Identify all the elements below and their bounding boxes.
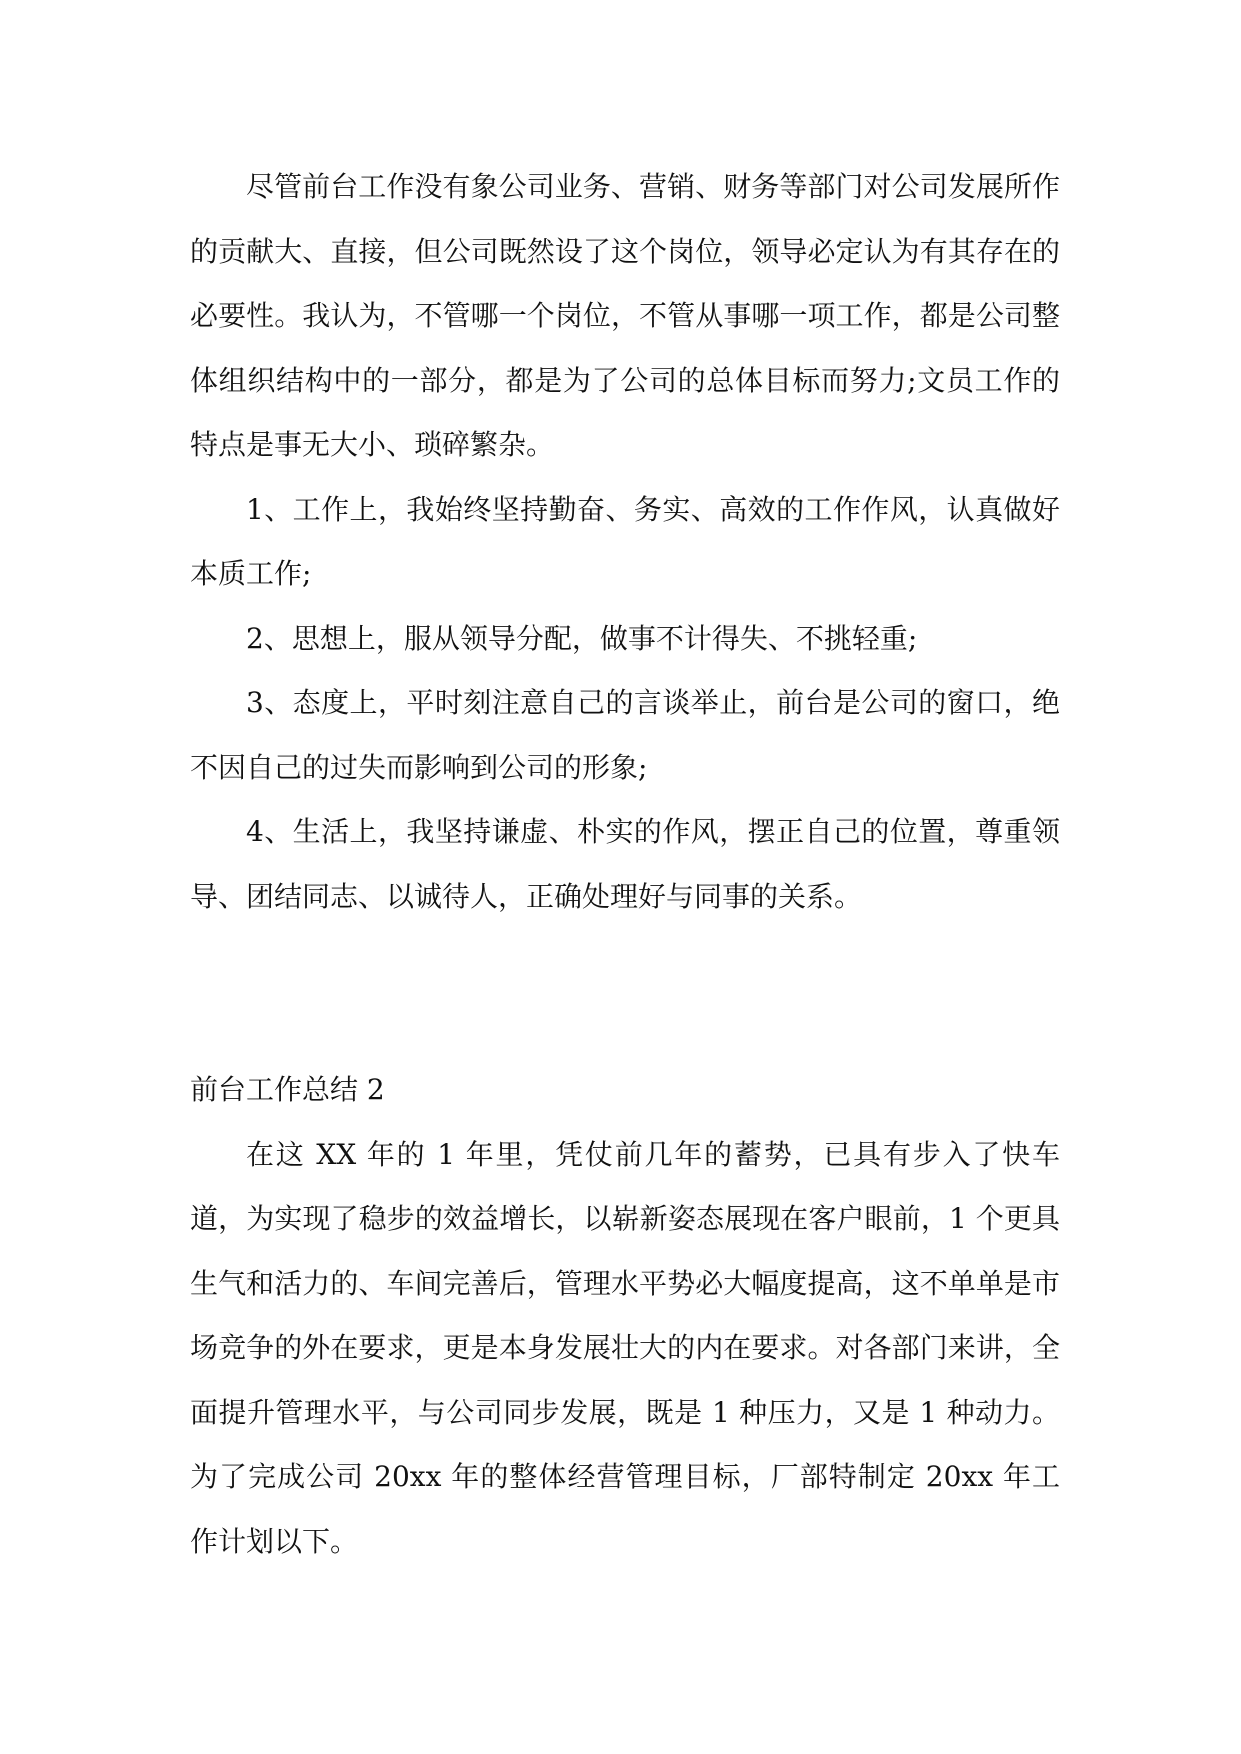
section1-item-4: 4、生活上，我坚持谦虚、朴实的作风，摆正自己的位置，尊重领导、团结同志、以诚待人，正确处理好与同事的关系。: [190, 815, 1060, 913]
section1-item-1: 1、工作上，我始终坚持勤奋、务实、高效的工作作风，认真做好本质工作;: [190, 492, 1060, 590]
section-spacer: [190, 929, 1060, 1058]
section1-item-3: 3、态度上，平时刻注意自己的言谈举止，前台是公司的窗口，绝不因自己的过失而影响到公司的形象;: [190, 686, 1060, 784]
section2-heading: 前台工作总结 2: [190, 1073, 385, 1106]
section1-intro-paragraph: 尽管前台工作没有象公司业务、营销、财务等部门对公司发展所作的贡献大、直接，但公司既然设了这个岗位，领导必定认为有其存在的必要性。我认为，不管哪一个岗位，不管从事哪一项工作，都是公司整体组织结构中的一部分，都是为了公司的总体目标而努力;文员工作的特点是事无大小、琐碎繁杂。: [190, 170, 1060, 461]
document-body: [190, 155, 1060, 1574]
section1-item-2: 2、思想上，服从领导分配，做事不计得失、不挑轻重;: [246, 621, 918, 655]
section2-body-paragraph: 在这 XX 年的 1 年里，凭仗前几年的蓄势，已具有步入了快车道，为实现了稳步的效益增长，以崭新姿态展现在客户眼前，1 个更具生气和活力的、车间完善后，管理水平势必大幅度提高，这不单单是市场竞争的外在要求，更是本身发展壮大的内在要求。对各部门来讲，全面提升管理水平，与公司同步发展，既是 1 种压力，又是 1 种动力。为了完成公司 20xx 年的整体经营管理目标，厂部特制定 20xx 年工作计划以下。: [190, 1137, 1060, 1558]
